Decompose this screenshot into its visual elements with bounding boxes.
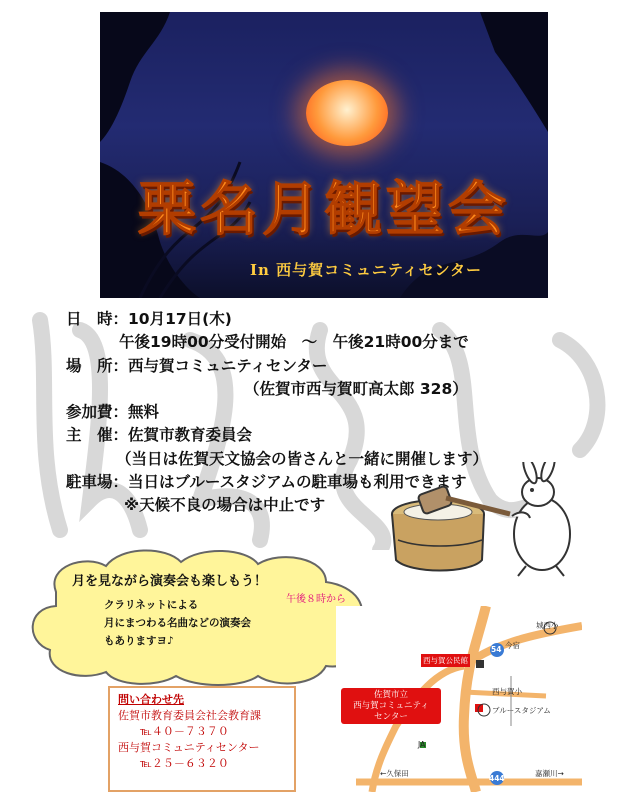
concert-headline: 月を見ながら演奏会も楽しもう！: [72, 574, 268, 589]
parking-label: 駐車場：: [66, 473, 129, 492]
event-title: 栗名月観望会: [137, 175, 510, 243]
contact-box: [108, 686, 296, 792]
date-row: [66, 308, 586, 331]
ja-label: JA: [418, 740, 426, 749]
concert-line-2: 月にまつわる名曲などの演奏会: [104, 617, 251, 629]
route-444-label: 444: [489, 774, 505, 783]
fee-row: [66, 401, 586, 424]
venue-map-label-text: 佐賀市立 西与賀コミュニティ センター: [353, 690, 429, 722]
place-label: 場 所：: [66, 356, 129, 375]
rabbit-mochi-icon: [380, 462, 590, 582]
host-value: 佐賀市教育委員会: [128, 426, 253, 445]
seiyo-label: 城西小: [536, 621, 559, 630]
contact-tel-2: ℡２５－６３２０: [140, 757, 229, 770]
tree-silhouette-icon: [100, 12, 548, 298]
route-54-label: 54: [491, 645, 502, 654]
contact-heading: 問い合わせ先: [118, 693, 184, 706]
contact-tel-1: ℡４０－７３７０: [140, 725, 229, 738]
stadium-label: ブルースタジアム: [492, 706, 551, 715]
school-label: 西与賀小: [492, 687, 522, 696]
date-value: 10月17日(木): [128, 310, 232, 328]
place-row: [66, 355, 586, 378]
weather-note: ※天候不良の場合は中止です: [124, 496, 326, 515]
time-row: 午後19時00分受付開始 ～ 午後21時00分まで: [119, 333, 469, 352]
concert-line-3: もありますヨ♪: [104, 635, 174, 647]
kubota-label: ←久保田: [380, 769, 409, 778]
host-note: （当日は佐賀天文協会の皆さんと一緒に開催します）: [116, 449, 489, 468]
fee-value: 無料: [128, 403, 160, 422]
fee-label: 参加費：: [66, 403, 129, 422]
kasegawa-label: 嘉瀬川→: [535, 769, 564, 778]
venue-map-label: [341, 688, 441, 724]
host-row: [66, 424, 586, 447]
date-label: 日 時：: [66, 310, 129, 328]
venue-subtitle: In 西与賀コミュニティセンター: [250, 261, 483, 279]
concert-time: 午後８時から: [286, 594, 346, 605]
contact-org-1: 佐賀市教育委員会社会教育課: [118, 709, 261, 722]
contact-org-2: 西与賀コミュニティセンター: [118, 741, 260, 754]
address-row: （佐賀市西与賀町高太郎 328）: [244, 379, 468, 398]
place-value: 西与賀コミュニティセンター: [128, 356, 328, 375]
concert-line-1: クラリネットによる: [104, 599, 199, 611]
parking-value: 当日はブルースタジアムの駐車場も利用できます: [128, 473, 467, 492]
community-hall-label: 西与賀公民館: [423, 656, 468, 665]
concert-details: [104, 596, 251, 650]
host-label: 主 催：: [66, 426, 129, 445]
night-sky-photo: [100, 12, 548, 298]
imajuku-label: 今宿: [505, 641, 520, 650]
